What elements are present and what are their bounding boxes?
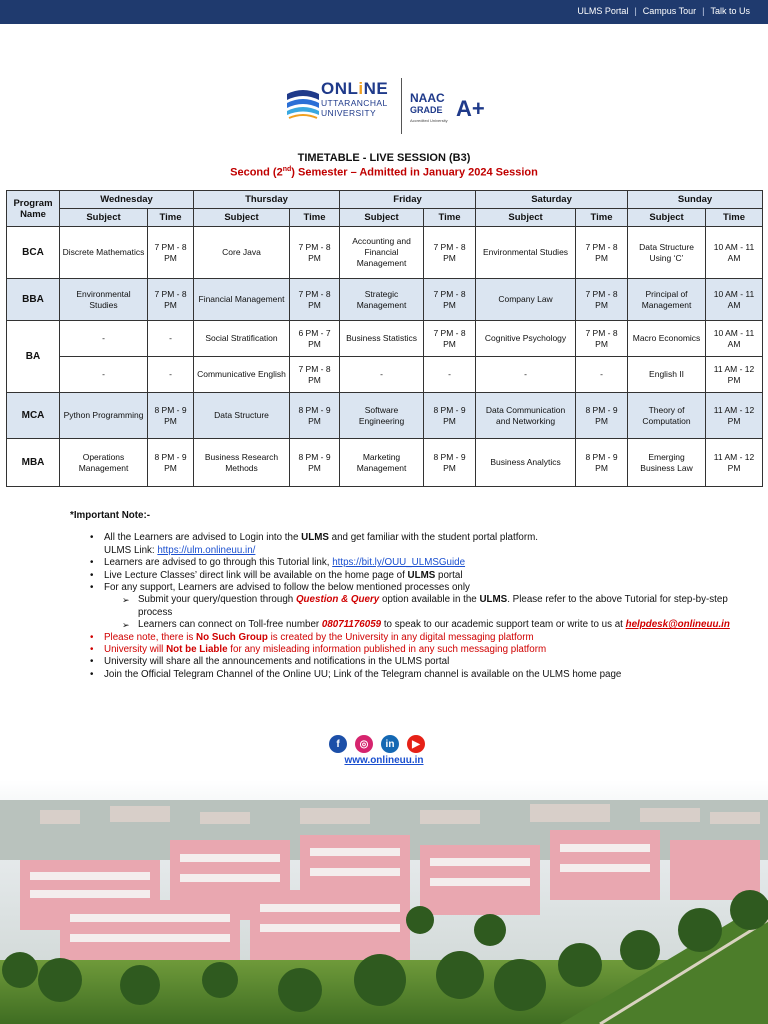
time-cell: 8 PM - 9 PM xyxy=(148,393,194,439)
time-header: Time xyxy=(576,209,628,227)
naac-badge xyxy=(410,91,485,123)
table-row-mca xyxy=(7,393,763,439)
note-live-lecture: • Live Lecture Classes’ direct link will be available on the home page of ULMS portal xyxy=(104,570,730,582)
subject-cell: Strategic Management xyxy=(340,279,424,321)
subject-cell: Theory of Computation xyxy=(628,393,706,439)
logo-divider xyxy=(401,78,402,134)
time-cell: - xyxy=(148,357,194,393)
campus-illustration xyxy=(0,780,768,1024)
subject-cell: Business Analytics xyxy=(476,439,576,487)
subject-cell: Data Communication and Networking xyxy=(476,393,576,439)
program-name: BBA xyxy=(7,279,60,321)
program-name-header: Program Name xyxy=(7,191,60,227)
talk-to-us-link[interactable]: Talk to Us xyxy=(710,6,750,16)
time-cell: 8 PM - 9 PM xyxy=(424,393,476,439)
program-name: BCA xyxy=(7,227,60,279)
time-cell: 7 PM - 8 PM xyxy=(576,321,628,357)
time-cell: 7 PM - 8 PM xyxy=(148,227,194,279)
subject-cell: Emerging Business Law xyxy=(628,439,706,487)
university-emblem-icon xyxy=(283,84,323,124)
time-cell: - xyxy=(424,357,476,393)
notes-heading: *Important Note:- xyxy=(70,510,151,521)
program-name: BA xyxy=(7,321,60,393)
top-navigation-bar xyxy=(0,0,768,24)
table-row-ba-2 xyxy=(7,357,763,393)
timetable xyxy=(6,190,763,487)
naac-grade-label: GRADE xyxy=(410,105,443,115)
logo-wordmark xyxy=(321,80,388,118)
note-telegram: • Join the Official Telegram Channel of the Online UU; Link of the Telegram channel is available on the ULMS home page xyxy=(104,669,730,681)
time-cell: 10 AM - 11 AM xyxy=(706,321,763,357)
naac-grade-value: A+ xyxy=(456,96,485,121)
note-announcements: • University will share all the announcements and notifications in the ULMS portal xyxy=(104,656,730,668)
table-row-bca xyxy=(7,227,763,279)
time-header: Time xyxy=(424,209,476,227)
note-not-liable: • University will Not be Liable for any misleading information published in any such messaging platform xyxy=(104,644,730,656)
note-tutorial: • Learners are advised to go through this Tutorial link, https://bit.ly/OUU_ULMSGuide xyxy=(104,557,730,569)
subject-cell: Environmental Studies xyxy=(60,279,148,321)
subject-cell: Environmental Studies xyxy=(476,227,576,279)
time-cell: 7 PM - 8 PM xyxy=(424,321,476,357)
important-notes xyxy=(70,510,730,681)
ulms-portal-link[interactable]: ULMS Portal xyxy=(577,6,629,16)
subject-cell: Accounting and Financial Management xyxy=(340,227,424,279)
time-cell: 8 PM - 9 PM xyxy=(576,439,628,487)
subject-cell: Core Java xyxy=(194,227,290,279)
link-separator: | xyxy=(634,6,637,16)
time-cell: 11 AM - 12 PM xyxy=(706,357,763,393)
subject-cell: - xyxy=(60,321,148,357)
time-cell: 7 PM - 8 PM xyxy=(290,227,340,279)
support-query: ➢ Submit your query/question through Question & Query option available in the ULMS. Please refer to the above Tutorial for step-by-step process xyxy=(138,594,730,619)
day-header-wednesday: Wednesday xyxy=(60,191,194,209)
page-title: TIMETABLE - LIVE SESSION (B3) xyxy=(297,152,471,164)
page-subtitle: Second (2nd) Semester – Admitted in January 2024 Session xyxy=(230,166,538,179)
subject-cell: Business Research Methods xyxy=(194,439,290,487)
subject-cell: - xyxy=(340,357,424,393)
time-header: Time xyxy=(148,209,194,227)
university-logo xyxy=(283,78,483,136)
notes-list xyxy=(70,532,730,681)
subject-cell: Operations Management xyxy=(60,439,148,487)
day-header-friday: Friday xyxy=(340,191,476,209)
time-cell: 7 PM - 8 PM xyxy=(576,227,628,279)
helpdesk-email-link[interactable]: helpdesk@onlineuu.in xyxy=(625,619,730,631)
subject-cell: Discrete Mathematics xyxy=(60,227,148,279)
campus-tour-link[interactable]: Campus Tour xyxy=(642,6,697,16)
subject-cell: Company Law xyxy=(476,279,576,321)
time-cell: 7 PM - 8 PM xyxy=(424,279,476,321)
link-separator: | xyxy=(702,6,705,16)
time-cell: 10 AM - 11 AM xyxy=(706,227,763,279)
subject-header: Subject xyxy=(60,209,148,227)
time-cell: - xyxy=(576,357,628,393)
logo-uttaranchal: UTTARANCHAL xyxy=(321,98,388,108)
time-header: Time xyxy=(706,209,763,227)
note-no-group: • Please note, there is No Such Group is created by the University in any digital messaging platform xyxy=(104,632,730,644)
subject-header: Subject xyxy=(628,209,706,227)
table-row-bba xyxy=(7,279,763,321)
subject-cell: English II xyxy=(628,357,706,393)
subject-cell: Business Statistics xyxy=(340,321,424,357)
time-cell: 8 PM - 9 PM xyxy=(290,393,340,439)
subject-cell: Principal of Management xyxy=(628,279,706,321)
logo-university: UNIVERSITY xyxy=(321,108,377,118)
subject-cell: Marketing Management xyxy=(340,439,424,487)
instagram-icon[interactable]: ◎ xyxy=(355,735,373,753)
logo-online-text: ONLiNE xyxy=(321,79,389,98)
time-cell: 7 PM - 8 PM xyxy=(576,279,628,321)
website-link[interactable]: www.onlineuu.in xyxy=(344,755,424,766)
campus-aerial-photo xyxy=(0,780,768,1024)
time-cell: 11 AM - 12 PM xyxy=(706,439,763,487)
subject-cell: Data Structure Using ‘C’ xyxy=(628,227,706,279)
naac-label: NAAC xyxy=(410,91,445,105)
ulms-link[interactable]: https://ulm.onlineuu.in/ xyxy=(157,544,256,556)
time-cell: 7 PM - 8 PM xyxy=(290,279,340,321)
support-sublist xyxy=(104,594,730,631)
subject-header: Subject xyxy=(194,209,290,227)
subject-cell: Data Structure xyxy=(194,393,290,439)
time-cell: 11 AM - 12 PM xyxy=(706,393,763,439)
social-links xyxy=(329,735,425,753)
subject-cell: Cognitive Psychology xyxy=(476,321,576,357)
subject-cell: Communicative English xyxy=(194,357,290,393)
tutorial-link[interactable]: https://bit.ly/OUU_ULMSGuide xyxy=(332,557,466,569)
time-cell: 8 PM - 9 PM xyxy=(148,439,194,487)
table-row-mba xyxy=(7,439,763,487)
program-name: MBA xyxy=(7,439,60,487)
time-cell: 6 PM - 7 PM xyxy=(290,321,340,357)
time-cell: 10 AM - 11 AM xyxy=(706,279,763,321)
facebook-icon[interactable]: f xyxy=(329,735,347,753)
note-login-ulms: • All the Learners are advised to Login into the ULMS and get familiar with the student portal platform. ULMS Link: https://ulm.onlineuu.in/ xyxy=(104,532,730,557)
program-name: MCA xyxy=(7,393,60,439)
day-header-sunday: Sunday xyxy=(628,191,763,209)
naac-accredited: Accredited University xyxy=(410,118,448,123)
subject-header: Subject xyxy=(340,209,424,227)
top-links xyxy=(577,6,750,16)
support-tollfree: ➢ Learners can connect on Toll-free number 08071176059 to speak to our academic support team or write to us at helpdesk@onlineuu.in xyxy=(138,619,730,631)
time-cell: 8 PM - 9 PM xyxy=(290,439,340,487)
youtube-icon[interactable]: ▶ xyxy=(407,735,425,753)
subject-cell: Financial Management xyxy=(194,279,290,321)
time-cell: 7 PM - 8 PM xyxy=(424,227,476,279)
subject-cell: Macro Economics xyxy=(628,321,706,357)
subject-cell: Software Engineering xyxy=(340,393,424,439)
linkedin-icon[interactable]: in xyxy=(381,735,399,753)
time-cell: 7 PM - 8 PM xyxy=(290,357,340,393)
time-header: Time xyxy=(290,209,340,227)
table-row-ba xyxy=(7,321,763,357)
day-header-saturday: Saturday xyxy=(476,191,628,209)
subject-cell: - xyxy=(60,357,148,393)
note-support: • For any support, Learners are advised to follow the below mentioned processes only ➢ Submit your query/question through Question & Query option available in the ULMS. Please refer to the above Tutorial for step-by-step process ➢ Learners can connect on Toll-free number 08071176059 to speak to our academic support team or write to us at helpdesk@onlineuu.in xyxy=(104,582,730,632)
subject-cell: Python Programming xyxy=(60,393,148,439)
day-header-thursday: Thursday xyxy=(194,191,340,209)
subject-cell: - xyxy=(476,357,576,393)
time-cell: 8 PM - 9 PM xyxy=(576,393,628,439)
time-cell: - xyxy=(148,321,194,357)
time-cell: 7 PM - 8 PM xyxy=(148,279,194,321)
subject-cell: Social Stratification xyxy=(194,321,290,357)
time-cell: 8 PM - 9 PM xyxy=(424,439,476,487)
subject-header: Subject xyxy=(476,209,576,227)
